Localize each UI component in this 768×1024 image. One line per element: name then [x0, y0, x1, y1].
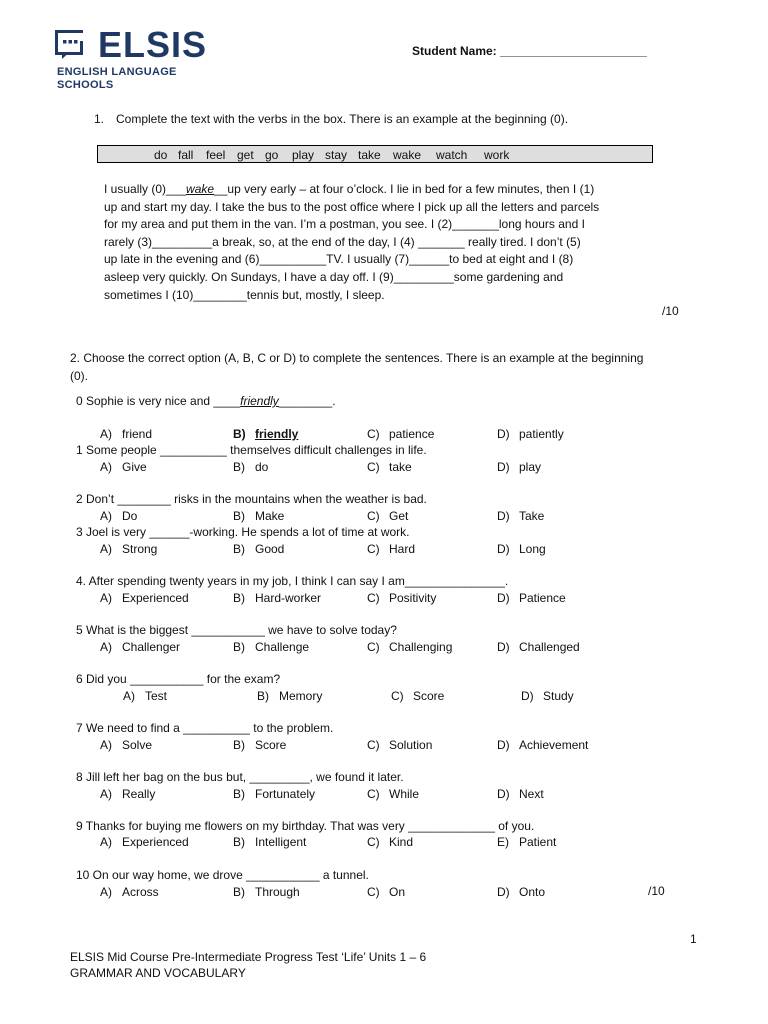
option-c: C) Score	[391, 689, 445, 703]
q1-score: /10	[662, 304, 679, 318]
option-d: D) Challenged	[497, 640, 580, 654]
option-a: A) Challenger	[100, 640, 181, 654]
option-c: C) Hard	[367, 542, 416, 556]
text-segment: 0 Sophie is very nice and ____	[76, 394, 241, 408]
option-b: B) Memory	[257, 689, 323, 703]
question-2: 2 Don’t ________ risks in the mountains when the weather is bad.	[76, 492, 427, 506]
option-e: E) Patient	[497, 835, 557, 849]
word-item: go	[265, 148, 279, 162]
student-name-field: Student Name: ______________________	[412, 44, 647, 58]
q2-score: /10	[648, 884, 665, 898]
option-b: B) Score	[233, 738, 287, 752]
option-a: A) Experienced	[100, 591, 189, 605]
page-number: 1	[690, 932, 697, 946]
question-7: 7 We need to find a __________ to the problem.	[76, 721, 334, 735]
question-10: 10 On our way home, we drove ___________ a tunnel.	[76, 868, 369, 882]
option-d: D) Patience	[497, 591, 566, 605]
option-c: C) Get	[367, 509, 409, 523]
option-a: A) Do	[100, 509, 138, 523]
paragraph-line: rarely (3)_________a break, so, at the end of the day, I (4) _______ really tired. I don’t (5)	[104, 234, 581, 249]
question-6: 6 Did you ___________ for the exam?	[76, 672, 281, 686]
option-b: B) Through	[233, 885, 300, 899]
q1-instruction	[94, 110, 568, 128]
option-d: D) Long	[497, 542, 546, 556]
option-c: C) patience	[367, 427, 435, 441]
option-d: D) Study	[521, 689, 574, 703]
option-d: D) patiently	[497, 427, 564, 441]
q2-instruction-line: (0).	[70, 369, 88, 383]
option-a: A) Really	[100, 787, 156, 801]
word-box	[97, 145, 653, 163]
example-answer: wake	[186, 182, 215, 196]
word-item: wake	[393, 148, 422, 162]
q1-paragraph	[104, 181, 664, 304]
option-c: C) take	[367, 460, 412, 474]
example-answer: friendly	[240, 394, 279, 408]
option-b: B) Intelligent	[233, 835, 307, 849]
footer-subtitle: GRAMMAR AND VOCABULARY	[70, 966, 246, 980]
paragraph-line: asleep very quickly. On Sundays, I have a day off. I (9)_________some gardening and	[104, 269, 564, 284]
option-c: C) Kind	[367, 835, 414, 849]
footer	[70, 949, 426, 981]
word-item: play	[292, 148, 315, 162]
paragraph-line	[104, 181, 664, 199]
word-item: watch	[436, 148, 468, 162]
option-d: D) Take	[497, 509, 545, 523]
paragraph-line: for my area and put them in the van. I’m a postman, you see. I (2)_______long hours and I	[104, 217, 585, 232]
option-b: B) Fortunately	[233, 787, 316, 801]
option-a: A) friend	[100, 427, 153, 441]
text-segment: ________.	[278, 394, 336, 408]
logo-name: ELSIS	[98, 24, 208, 65]
option-a: A) Give	[100, 460, 147, 474]
q2-instruction-line: 2. Choose the correct option (A, B, C or D) to complete the sentences. There is an example at the beginning	[70, 351, 644, 365]
option-a: A) Experienced	[100, 835, 189, 849]
logo-subtitle-line1: ENGLISH LANGUAGE	[57, 66, 177, 78]
q1-instruction-text: Complete the text with the verbs in the box. There is an example at the beginning (0).	[116, 112, 569, 126]
option-b: B) Good	[233, 542, 285, 556]
option-d: D) Onto	[497, 885, 546, 899]
option-a: A) Across	[100, 885, 159, 899]
paragraph-line: up late in the evening and (6)__________TV. I usually (7)______to bed at eight and I (8)	[104, 252, 574, 267]
word-item: work	[484, 148, 510, 162]
word-item: stay	[325, 148, 348, 162]
question-9: 9 Thanks for buying me flowers on my birthday. That was very _____________ of you.	[76, 819, 535, 833]
question-8: 8 Jill left her bag on the bus but, _________, we found it later.	[76, 770, 404, 784]
option-d: D) play	[497, 460, 542, 474]
option-b: B) do	[233, 460, 269, 474]
option-b: B) Make	[233, 509, 285, 523]
option-c: C) Solution	[367, 738, 433, 752]
q2-instruction	[70, 349, 700, 385]
text-segment: I usually (0)___	[104, 182, 187, 196]
paragraph-line: up and start my day. I take the bus to the post office where I pick up all the letters and parcels	[104, 199, 600, 214]
question-4: 4. After spending twenty years in my job, I think I can say I am_______________.	[76, 574, 509, 588]
word-item: take	[358, 148, 381, 162]
option-a: A) Test	[123, 689, 168, 703]
logo-subtitle-line2: SCHOOLS	[57, 78, 114, 91]
text-segment: __up very early – at four o’clock. I lie in bed for a few minutes, then I (1)	[214, 182, 595, 196]
option-b-selected: B) friendly	[233, 427, 299, 441]
option-b: B) Hard-worker	[233, 591, 322, 605]
option-b: B) Challenge	[233, 640, 310, 654]
paragraph-line: sometimes I (10)________tennis but, mostly, I sleep.	[104, 287, 385, 302]
option-a: A) Strong	[100, 542, 158, 556]
q1-number: 1.	[94, 112, 105, 126]
option-a: A) Solve	[100, 738, 153, 752]
word-item: get	[237, 148, 254, 162]
option-d: D) Next	[497, 787, 544, 801]
logo-subtitle	[57, 66, 177, 91]
word-item: feel	[206, 148, 226, 162]
word-item: fall	[178, 148, 194, 162]
option-c: C) While	[367, 787, 420, 801]
word-item: do	[154, 148, 168, 162]
option-d: D) Achievement	[497, 738, 589, 752]
logo-icon	[55, 30, 91, 60]
option-c: C) Challenging	[367, 640, 453, 654]
question-1: 1 Some people __________ themselves difficult challenges in life.	[76, 443, 427, 457]
footer-title: ELSIS Mid Course Pre-Intermediate Progress Test ‘Life’ Units 1 – 6	[70, 950, 427, 964]
option-c: C) Positivity	[367, 591, 437, 605]
example-sentence	[76, 394, 336, 408]
question-5: 5 What is the biggest ___________ we have to solve today?	[76, 623, 397, 637]
option-c: C) On	[367, 885, 406, 899]
question-3: 3 Joel is very ______-working. He spends a lot of time at work.	[76, 525, 410, 539]
